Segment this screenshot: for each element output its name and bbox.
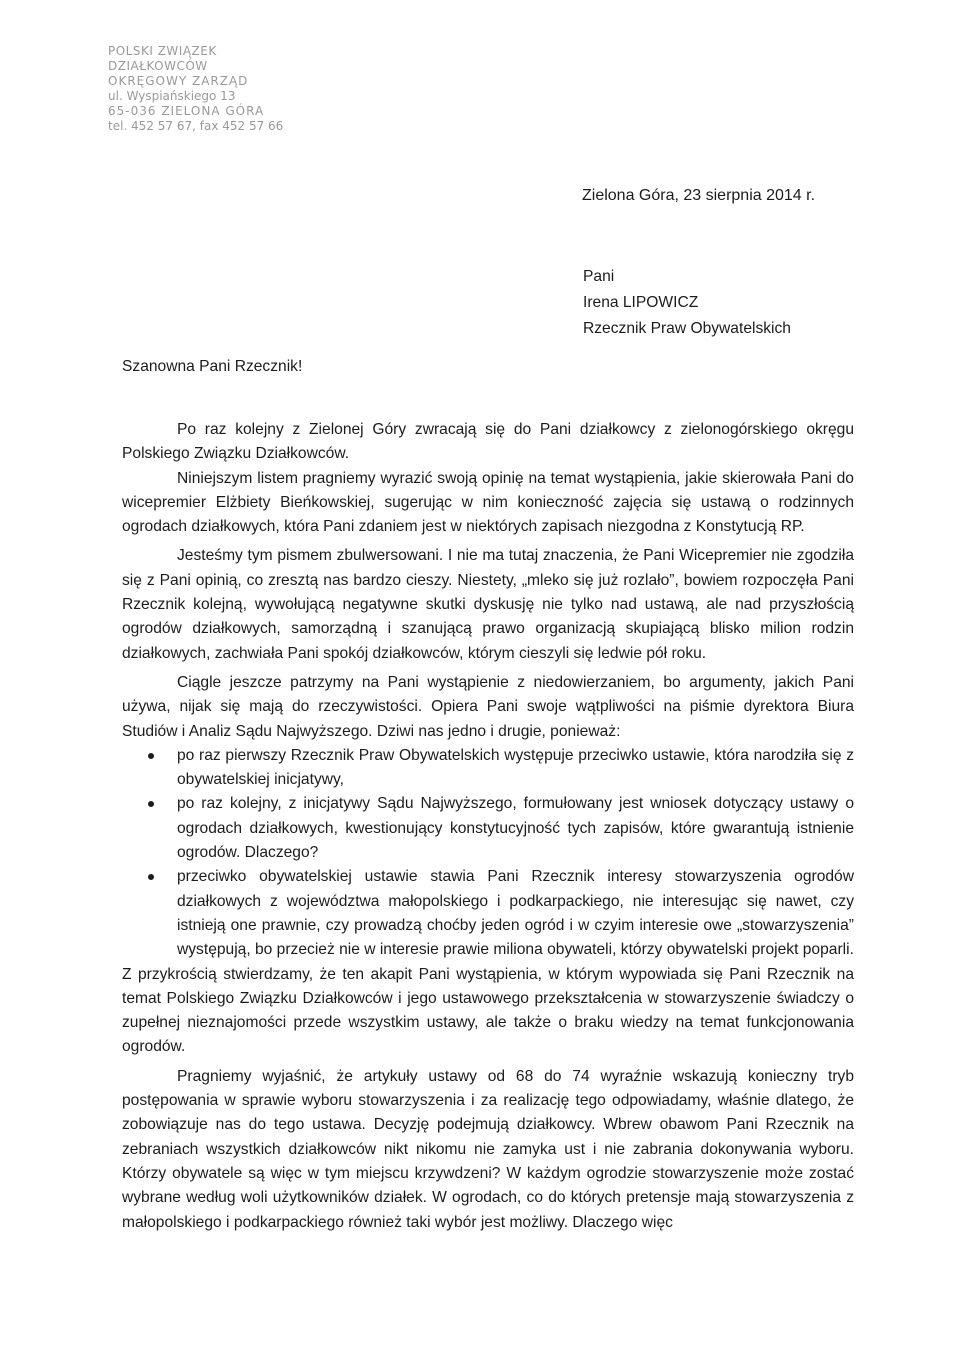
letter-body: [122, 418, 854, 1235]
paragraph-1: Po raz kolejny z Zielonej Góry zwracają się do Pani działkowcy z zielonogórskiego okręgu Polskiego Związku Działkowców.: [122, 421, 854, 463]
paragraph-6: Pragniemy wyjaśnić, że artykuły ustawy od 68 do 74 wyraźnie wskazują konieczny tryb postępowania w sprawie wyboru stowarzyszenia i za realizację tego odpowiadamy, właśnie dlatego, że zobowiązuje nas do tego ustawa. Decyzję podejmują działkowcy. Wbrew obawom Pani Rzecznik na zebraniach wszystkich działkowców nikt nikomu nie zamyka ust i nie zabrania dokonywania wyboru. Którzy obywatele są więc w tym miejscu krzywdzeni? W każdym ogrodzie stowarzyszenie może zostać wybrane według woli użytkowników działek. W ogrodach, co do których pretensje mają stowarzyszenia z małopolskiego i podkarpackiego również taki wybór jest możliwy. Dlaczego więc: [122, 1067, 854, 1231]
paragraph-4: Ciągle jeszcze patrzymy na Pani wystąpienie z niedowierzaniem, bo argumenty, jakich Pani używa, nijak się mają do rzeczywistości. Opiera Pani swoje wątpliwości na piśmie dyrektora Biura Studiów i Analiz Sądu Najwyższego. Dziwi nas jedno i drugie, ponieważ:: [122, 673, 854, 740]
list-item-text: po raz pierwszy Rzecznik Praw Obywatelskich występuje przeciwko ustawie, która narodziła się z obywatelskiej inicjatywy,: [177, 746, 854, 789]
paragraph-5: Z przykrością stwierdzamy, że ten akapit Pani wystąpienia, w którym wypowiada się Pani Rzecznik na temat Polskiego Związku Działkowców i jego ustawowego przekształcenia w stowarzyszenie świadczy o zupełnej nieznajomości przede wszystkim ustawy, ale także o braku wiedzy na temat funkcjonowania ogrodów.: [122, 965, 854, 1056]
list-item: [122, 792, 854, 865]
salutation: Szanowna Pani Rzecznik!: [122, 358, 303, 375]
list-item-text: przeciwko obywatelskiej ustawie stawia Pani Rzecznik interesy stowarzyszenia ogrodów działkowych z województwa małopolskiego i podkarpackiego, nie interesując się nawet, czy istnieją one prawnie, czy prowadzą choćby jeden ogród i w czyim interesie owe „stowarzyszenia” występują, bo przecież nie w interesie prawie miliona obywateli, którzy obywatelski projekt poparli.: [177, 868, 854, 959]
list-item-text: po raz kolejny, z inicjatywy Sądu Najwyższego, formułowany jest wniosek dotyczący ustawy o ogrodach działkowych, kwestionujący konstytucyjność tych zapisów, które gwarantują istnienie ogrodów. Dlaczego?: [177, 795, 854, 862]
letterhead-city: 65-036 ZIELONA GÓRA: [108, 104, 265, 118]
letterhead-street: ul. Wyspiańskiego 13: [108, 89, 236, 103]
paragraph-3: Jesteśmy tym pismem zbulwersowani. I nie ma tutaj znaczenia, że Pani Wicepremier nie zgodziła się z Pani opinią, co zresztą nas bardzo cieszy. Niestety, „mleko się już rozlało”, bowiem rozpoczęła Pani Rzecznik kolejną, wywołującą negatywne skutki dyskusję nie tylko nad ustawą, ale nad przyszłością ogrodów działkowych, samorządną i szanującą prawo organizacją skupiającą blisko milion rodzin działkowych, zachwiała Pani spokój działkowców, którym cieszyli się ledwie pół roku.: [122, 547, 854, 662]
paragraph-2: Niniejszym listem pragniemy wyrazić swoją opinię na temat wystąpienia, jakie skierowała Pani do wicepremier Elżbiety Bieńkowskiej, sugerując w nim konieczność zajęcia się ustawą o rodzinnych ogrodach działkowych, która Pani zdaniem jest w niektórych zapisach niezgodna z Konstytucją RP.: [122, 469, 854, 536]
bullet-list: [122, 744, 854, 963]
list-item: [122, 744, 854, 793]
recipient-name: Irena LIPOWICZ: [583, 294, 699, 311]
list-item: [122, 865, 854, 962]
recipient-block: [583, 264, 791, 342]
recipient-title: Pani: [583, 268, 615, 285]
bullet-icon: [148, 801, 154, 807]
letterhead-phone-fax: tel. 452 57 67, fax 452 57 66: [108, 119, 284, 133]
letter-date: Zielona Góra, 23 sierpnia 2014 r.: [582, 187, 816, 204]
bullet-icon: [148, 874, 154, 880]
bullet-icon: [148, 753, 154, 759]
recipient-office: Rzecznik Praw Obywatelskich: [583, 320, 791, 337]
letterhead-organization: POLSKI ZWIĄZEK DZIAŁKOWCÓW: [108, 44, 217, 73]
letterhead-stamp: [108, 44, 304, 134]
letterhead-board: OKRĘGOWY ZARZĄD: [108, 74, 249, 88]
